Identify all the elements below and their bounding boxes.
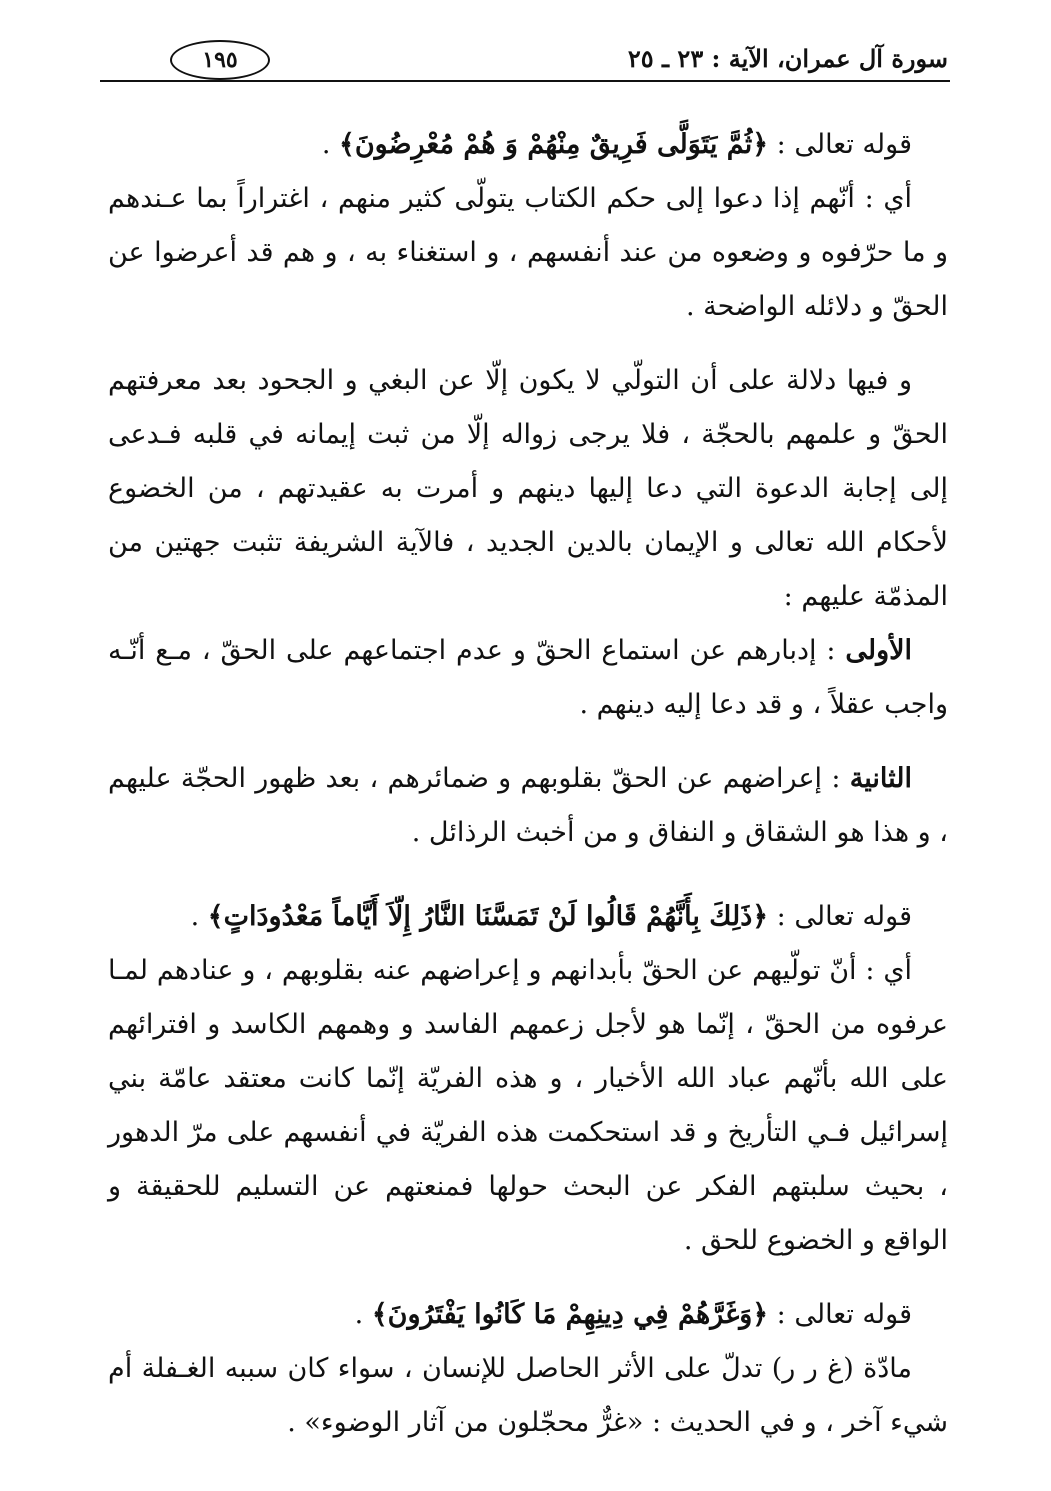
paragraph-second-aspect	[108, 752, 948, 860]
verse-intro: قوله تعالى :	[776, 901, 912, 932]
page-body	[108, 118, 948, 1450]
header-divider	[100, 80, 950, 82]
paragraph: مادّة (غ ر ر) تدلّ على الأثر الحاصل للإنسان ، سواء كان سببه الغـفلة أم شيء آخر ، و في الحديث : «غرٌّ محجّلون من آثار الوضوء» .	[108, 1353, 948, 1438]
term-first: الأولى	[845, 635, 913, 666]
paragraph-first-aspect	[108, 624, 948, 732]
quran-verse: ﴿وَغَرَّهُمْ فِي دِينِهِمْ مَا كَانُوا يَفْتَرُونَ﴾	[371, 1299, 769, 1330]
paragraph: أي : أنّهم إذا دعوا إلى حكم الكتاب يتولّى كثير منهم ، اغتراراً بما عـندهم و ما حرّفوه و وضعوه من عند أنفسهم ، و استغناء به ، و هم قد أعرضوا عن الحقّ و دلائله الواضحة .	[108, 183, 948, 322]
paragraph: و فيها دلالة على أن التولّي لا يكون إلّا عن البغي و الجحود بعد معرفتهم الحقّ و علمهم بالحجّة ، فلا يرجى زواله إلّا من ثبت إيمانه في قلبه فـدعى إلى إجابة الدعوة التي دعا إليها دينهم و أمرت به عقيدتهم ، من الخضوع لأحكام الله تعالى و الإيمان بالدين الجديد ، فالآية الشريفة تثبت جهتين من المذمّة عليهم :	[108, 365, 948, 612]
verse-end: .	[354, 1299, 364, 1330]
verse-heading-3	[108, 1288, 948, 1342]
running-header	[100, 40, 948, 82]
verse-end: .	[190, 901, 200, 932]
second-aspect-text: : إعراضهم عن الحقّ بقلوبهم و ضمائرهم ، بعد ظهور الحجّة عليهم ، و هذا هو الشقاق و النفاق و من أخبث الرذائل .	[108, 763, 948, 848]
quran-verse: ﴿ثُمَّ يَتَوَلَّى فَرِيقٌ مِنْهُمْ وَ هُمْ مُعْرِضُونَ﴾	[339, 129, 769, 160]
quran-verse: ﴿ذَلِكَ بِأَنَّهُمْ قَالُوا لَنْ تَمَسَّنَا النَّارُ إِلّاَ أَيَّاماً مَعْدُودَاتٍ﴾	[207, 901, 769, 932]
verse-heading-1	[108, 118, 948, 172]
verse-intro: قوله تعالى :	[776, 1299, 912, 1330]
first-aspect-text: : إدبارهم عن استماع الحقّ و عدم اجتماعهم على الحقّ ، مـع أنّـه واجب عقلاً ، و قد دعا إليه دينهم .	[108, 635, 948, 720]
header-title: سورة آل عمران، الآية : ٢٣ ـ ٢٥	[627, 44, 948, 73]
verse-heading-2	[108, 890, 948, 944]
verse-intro: قوله تعالى :	[776, 129, 912, 160]
page-number: ١٩٥	[170, 40, 270, 80]
paragraph: أي : أنّ تولّيهم عن الحقّ بأبدانهم و إعراضهم عنه بقلوبهم ، و عنادهم لمـا عرفوه من الحقّ ، إنّما هو لأجل زعمهم الفاسد و وهمهم الكاسد و افترائهم على الله بأنّهم عباد الله الأخيار ، و هذه الفريّة إنّما كانت معتقد عامّة بني إسرائيل فـي التأريخ و قد استحكمت هذه الفريّة في أنفسهم على مرّ الدهور ، بحيث سلبتهم الفكر عن البحث حولها فمنعتهم عن التسليم للحقيقة و الواقع و الخضوع للحق .	[108, 955, 948, 1256]
verse-end: .	[321, 129, 331, 160]
term-second: الثانية	[849, 763, 912, 794]
